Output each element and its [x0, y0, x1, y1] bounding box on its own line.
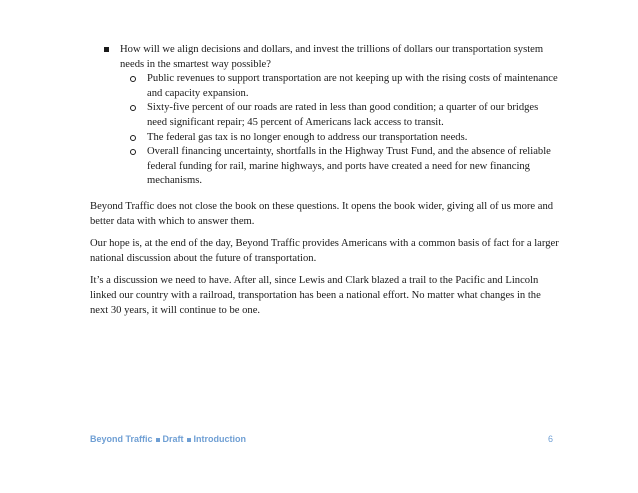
bullet-text: How will we align decisions and dollars, and invest the trillions of dollars our transportation system needs in the smartest way possible?: [120, 44, 544, 70]
footer-section: Introduction: [193, 434, 247, 444]
square-bullet-icon: [104, 47, 109, 52]
square-separator-icon: [187, 438, 191, 442]
sub-bullet-text: Overall financing uncertainty, shortfalls in the Highway Trust Fund, and the absence of reliable federal funding for rail, marine highways, and ports have created a need for new financing mechanisms.: [147, 146, 551, 187]
page-footer: [90, 434, 553, 444]
square-separator-icon: [156, 438, 160, 442]
footer-status: Draft: [162, 434, 184, 444]
sub-bullet-item: [120, 101, 560, 130]
sub-bullet-item: [120, 72, 560, 101]
circle-bullet-icon: [130, 76, 136, 82]
sub-bullet-list: [120, 72, 560, 189]
bullet-item: [90, 43, 560, 189]
sub-bullet-text: Sixty-five percent of our roads are rated in less than good condition; a quarter of our bridges need significant repair; 45 percent of Americans lack access to transit.: [147, 102, 539, 128]
document-body: [90, 43, 560, 318]
sub-bullet-text: Public revenues to support transportation are not keeping up with the rising costs of maintenance and capacity expansion.: [147, 73, 558, 99]
footer-title: [90, 434, 246, 444]
bullet-list: [90, 43, 560, 189]
circle-bullet-icon: [130, 135, 136, 141]
paragraph: Beyond Traffic does not close the book on these questions. It opens the book wider, giving all of us more and better data with which to answer them.: [90, 200, 554, 227]
paragraph: It’s a discussion we need to have. After all, since Lewis and Clark blazed a trail to the Pacific and Lincoln linked our country with a railroad, transportation has been a national effort. No matter what changes in the next 30 years, it will continue to be one.: [90, 275, 541, 316]
sub-bullet-item: [120, 131, 560, 146]
sub-bullet-item: [120, 145, 560, 189]
circle-bullet-icon: [130, 149, 136, 155]
circle-bullet-icon: [130, 105, 136, 111]
footer-doc-name: Beyond Traffic: [90, 434, 153, 444]
paragraph: Our hope is, at the end of the day, Beyond Traffic provides Americans with a common basis of fact for a larger national discussion about the future of transportation.: [90, 238, 559, 264]
sub-bullet-text: The federal gas tax is no longer enough to address our transportation needs.: [147, 131, 468, 143]
page-number: 6: [547, 434, 553, 444]
